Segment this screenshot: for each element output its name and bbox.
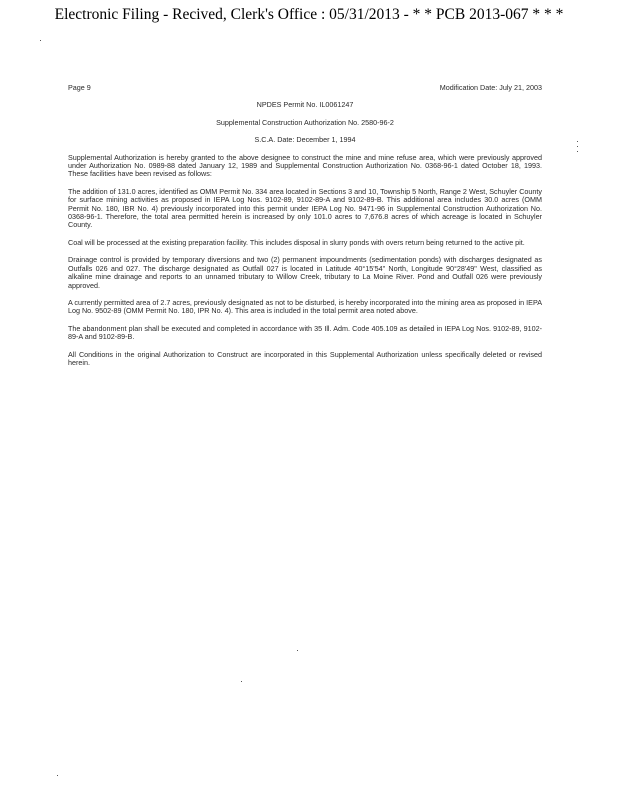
sca-date: S.C.A. Date: December 1, 1994 (254, 135, 356, 145)
document-body (68, 84, 542, 376)
modification-date: Modification Date: July 21, 2003 (439, 83, 542, 92)
paragraph-abandonment: The abandonment plan shall be executed and completed in accordance with 35 Ill. Adm. Code 405.109 as detailed in IEPA Log Nos. 9102-89, 9102-89-A and 9102-89-B. (68, 323, 542, 342)
page-header (68, 84, 542, 92)
paragraph-permitted-area: A currently permitted area of 2.7 acres, previously designated as not to be disturbed, is hereby incorporated into the mining area as proposed in IEPA Log No. 9502-89 (OMM Permit No. 180, IPR No. 4). This area is included in the total permit area noted above. (68, 297, 542, 316)
scan-speck (577, 141, 578, 142)
scan-speck (40, 40, 41, 41)
paragraph-acreage: The addition of 131.0 acres, identified as OMM Permit No. 334 area located in Sections 3 and 10, Township 5 North, Range 2 West, Schuyler County for surface mining activities as proposed in IEPA Log Nos. 9102-89, 9102-89-A and 9102-89-B. This additional area includes 30.0 acres (OMM Permit No. 180, IBR No. 4) previously incorporated into this permit under IEPA Log No. 9471-96 in Supplemental Construction Authorization No. 0368-96-1. Therefore, the total area permitted herein is increased by only 101.0 acres to 7,676.8 acres of which acreage is located in Schuyler County. (68, 186, 542, 230)
scan-speck (577, 151, 578, 152)
paragraph-authorization: Supplemental Authorization is hereby granted to the above designee to construct the mine and mine refuse area, which were previously approved under Authorization No. 0989-88 dated January 12, 1989 and Supplemental Construction Authorization No. 0368-96-1 dated October 18, 1993. These facilities have been revised as follows: (68, 152, 542, 179)
authorization-number: Supplemental Construction Authorization No. 2580-96-2 (216, 117, 394, 127)
scan-speck (241, 681, 242, 682)
paragraph-coal-processing: Coal will be processed at the existing preparation facility. This includes disposal in slurry ponds with overs return being returned to the active pit. (68, 237, 525, 247)
filing-stamp-banner: Electronic Filing - Recived, Clerk's Office : 05/31/2013 - * * PCB 2013-067 * * * (54, 6, 564, 23)
scan-speck (577, 146, 578, 147)
scan-speck (297, 650, 298, 651)
paragraph-drainage: Drainage control is provided by temporary diversions and two (2) permanent impoundments (sedimentation ponds) with discharges designated as Outfalls 026 and 027. The discharge designated as Outfall 027 is located in Latitude 40°15'54" North, Longitude 90°28'49" West, classified as alkaline mine drainage and reports to an unnamed tributary to Willow Creek, tributary to La Moine River. Pond and Outfall 026 were previously approved. (68, 255, 542, 290)
scan-speck (57, 775, 58, 776)
permit-number: NPDES Permit No. IL0061247 (256, 100, 354, 110)
paragraph-conditions: All Conditions in the original Authorization to Construct are incorporated in this Supplemental Authorization unless specifically deleted or revised herein. (68, 349, 542, 367)
page-number: Page 9 (68, 83, 91, 92)
